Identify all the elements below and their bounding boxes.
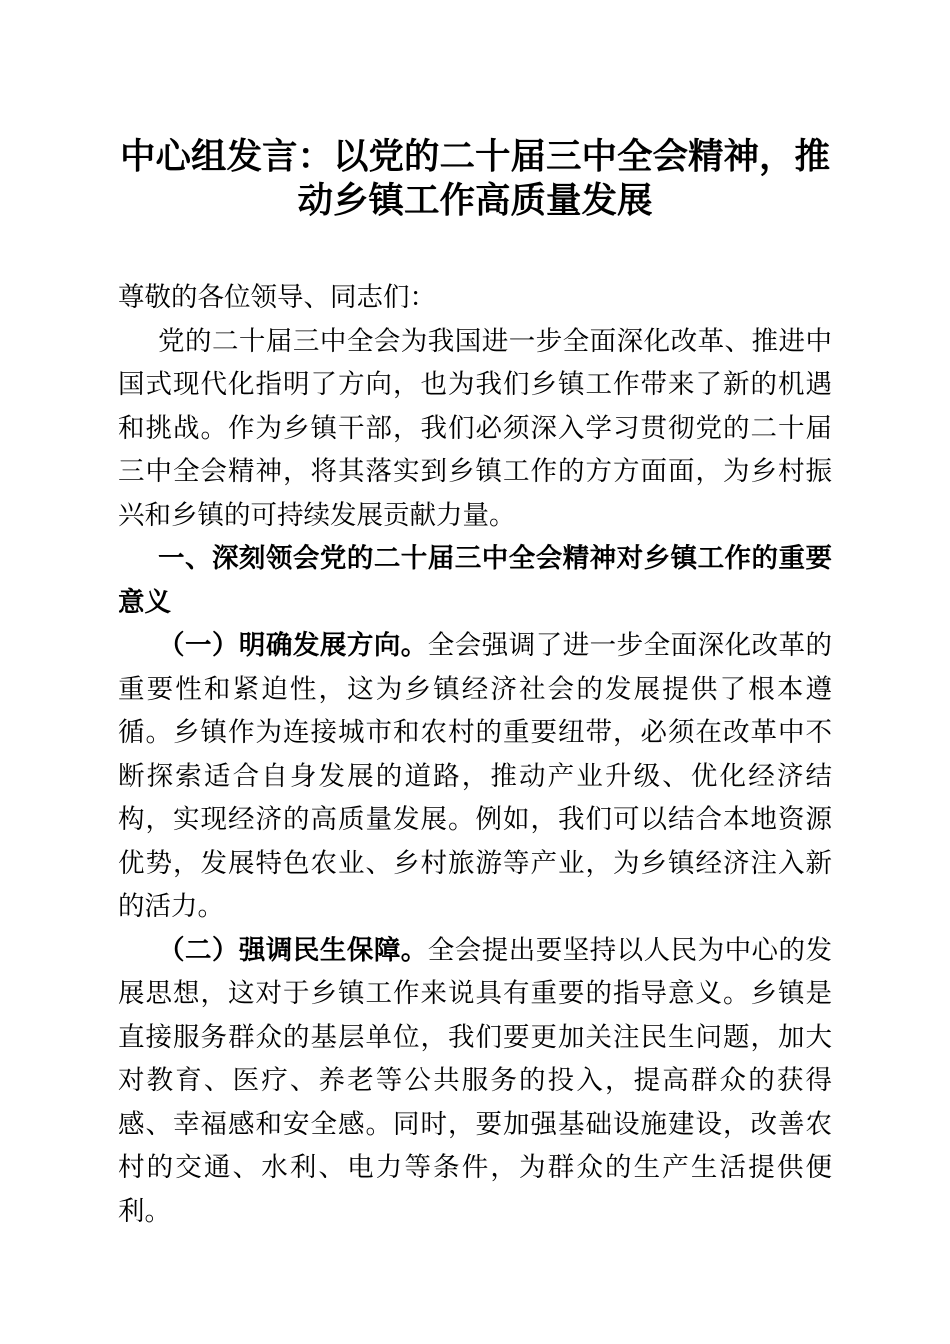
section-1-item-2-text: 全会提出要坚持以人民为中心的发展思想，这对于乡镇工作来说具有重要的指导意义。乡镇是直接服务群众的基层单位，我们要更加关注民生问题，加大对教育、医疗、养老等公共服务的投入，提高群众的获得感、幸福感和安全感。同时，要加强基础设施建设，改善农村的交通、水利、电力等条件，为群众的生产生活提供便利。 [118,934,833,1226]
greeting-line: 尊敬的各位领导、同志们： [118,282,436,312]
document-title: 中心组发言：以党的二十届三中全会精神，推动乡镇工作高质量发展 [119,136,830,220]
section-1-heading: 一、深刻领会党的二十届三中全会精神对乡镇工作的重要意义 [118,543,832,617]
intro-paragraph: 党的二十届三中全会为我国进一步全面深化改革、推进中国式现代化指明了方向，也为我们乡镇工作带来了新的机遇和挑战。作为乡镇干部，我们必须深入学习贯彻党的二十届三中全会精神，将其落实到乡镇工作的方方面面，为乡村振兴和乡镇的可持续发展贡献力量。 [118,325,832,530]
section-1-item-1-text: 全会强调了进一步全面深化改革的重要性和紧迫性，这为乡镇经济社会的发展提供了根本遵循。乡镇作为连接城市和农村的重要纽带，必须在改革中不断探索适合自身发展的道路，推动产业升级、优化经济结构，实现经济的高质量发展。例如，我们可以结合本地资源优势，发展特色农业、乡村旅游等产业，为乡镇经济注入新的活力。 [118,630,833,921]
section-1-item-2 [118,929,832,1234]
document-body [118,276,832,1233]
section-1-item-2-lead: （二）强调民生保障。 [158,934,428,965]
section-1-item-1 [118,624,832,929]
section-1-item-1-lead: （一）明确发展方向。 [158,630,428,660]
